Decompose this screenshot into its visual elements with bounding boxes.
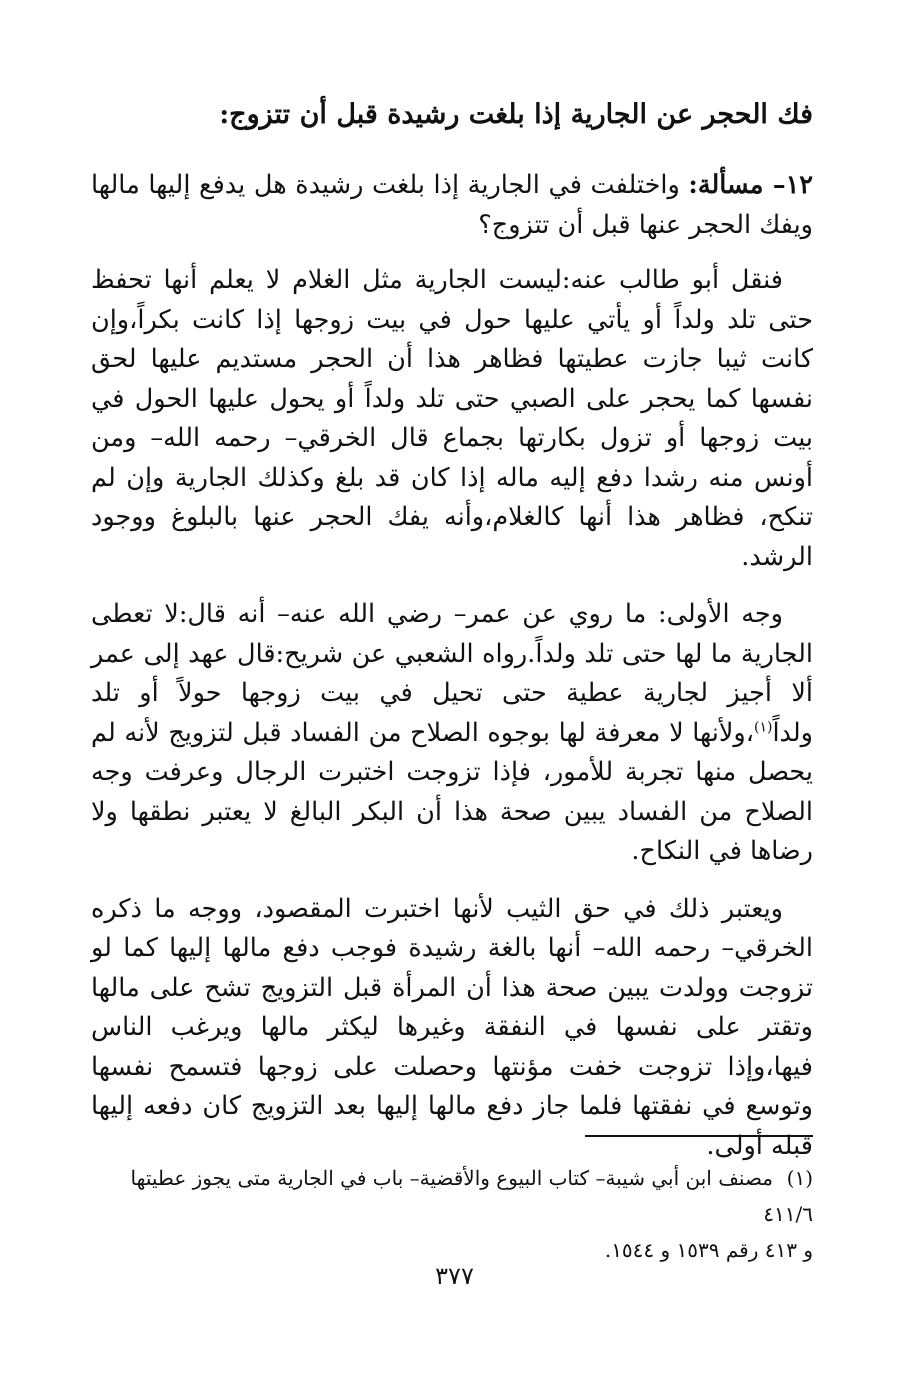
paragraph-first-view-text: وجه الأولى: ما روي عن عمر– رضي الله عنه– أنه قال:لا تعطى الجارية ما لها حتى تلد ولداً.رواه الشعبي عن شريح:قال عهد إلى عمر ألا أجيز لجارية عطية حتى تحيل في بيت زوجها حولاً أو تلد ولداً (91, 599, 813, 748)
footnote-separator (585, 1135, 813, 1137)
paragraph-first-view (91, 595, 813, 872)
issue-number: ١٢– مسألة: (688, 170, 813, 200)
issue-question: واختلفت في الجارية إذا بلغت رشيدة هل يدفع إليها مالها ويفك الحجر عنها قبل أن تتزوج؟ (91, 170, 813, 240)
paragraph-kharaqi-view: ويعتبر ذلك في حق الثيب لأنها اختبرت المقصود، ووجه ما ذكره الخرقي– رحمه الله– أنها بالغة رشيدة فوجب دفع مالها إليها كما لو تزوجت وولدت يبين صحة هذا أن المرأة قبل التزويج تشح على مالها وتقتر على نفسها في النفقة وغيرها ليكثر مالها ويرغب الناس فيها،وإذا تزوجت خفت مؤنتها وحصلت على زوجها فتسمح نفسها وتوسع في نفقتها فلما جاز دفع مالها إليها بعد التزويج كان دفعه إليها قبله أولى. (91, 893, 813, 1161)
footnote-number: (١) (786, 1166, 813, 1190)
footnote-source: مصنف ابن أبي شيبة– كتاب البيوع والأقضية– باب في الجارية متى يجوز عطيتها ٤١١/٦ (130, 1166, 813, 1226)
paragraph-first-view-continuation: ،ولأنها لا معرفة لها بوجوه الصلاح من الفساد قبل لتزويج لأنه لم يحصل منها تجربة للأمور، فإذا تزوجت اختبرت الرجال وعرفت وجه الصلاح من الفساد يبين صحة هذا أن البكر البالغ لا يعتبر نطقها ولا رضاها في النكاح. (91, 717, 813, 866)
footnote-source-continued: و ٤١٣ رقم ١٥٣٩ و ١٥٤٤. (604, 1238, 813, 1262)
section-heading: فك الحجر عن الجارية إذا بلغت رشيدة قبل أن تتزوج: (219, 99, 813, 130)
issue-paragraph (91, 166, 813, 245)
footnote (91, 1160, 813, 1268)
page-number: ٣٧٧ (435, 1262, 474, 1290)
main-text (91, 166, 813, 1184)
paragraph-abu-talib: فنقل أبو طالب عنه:ليست الجارية مثل الغلام لا يعلم أنها تحفظ حتى تلد ولداً أو يأتي عليها حول في بيت زوجها إذا كانت بكراً،وإن كانت ثيبا جازت عطيتها فظاهر هذا أن الحجر مستديم عليها لحق نفسها كما يحجر على الصبي حتى تلد ولداً أو يحول عليها الحول في بيت زوجها أو تزول بكارتها بجماع قال الخرقي– رحمه الله– ومن أونس منه رشدا دفع إليه ماله إذا كان قد بلغ وكذلك الجارية وإن لم تنكح، فظاهر هذا أنها كالغلام،وأنه يفك الحجر عنها بالبلوغ ووجود الرشد. (91, 265, 813, 572)
footnote-reference[interactable]: (١) (753, 719, 773, 735)
